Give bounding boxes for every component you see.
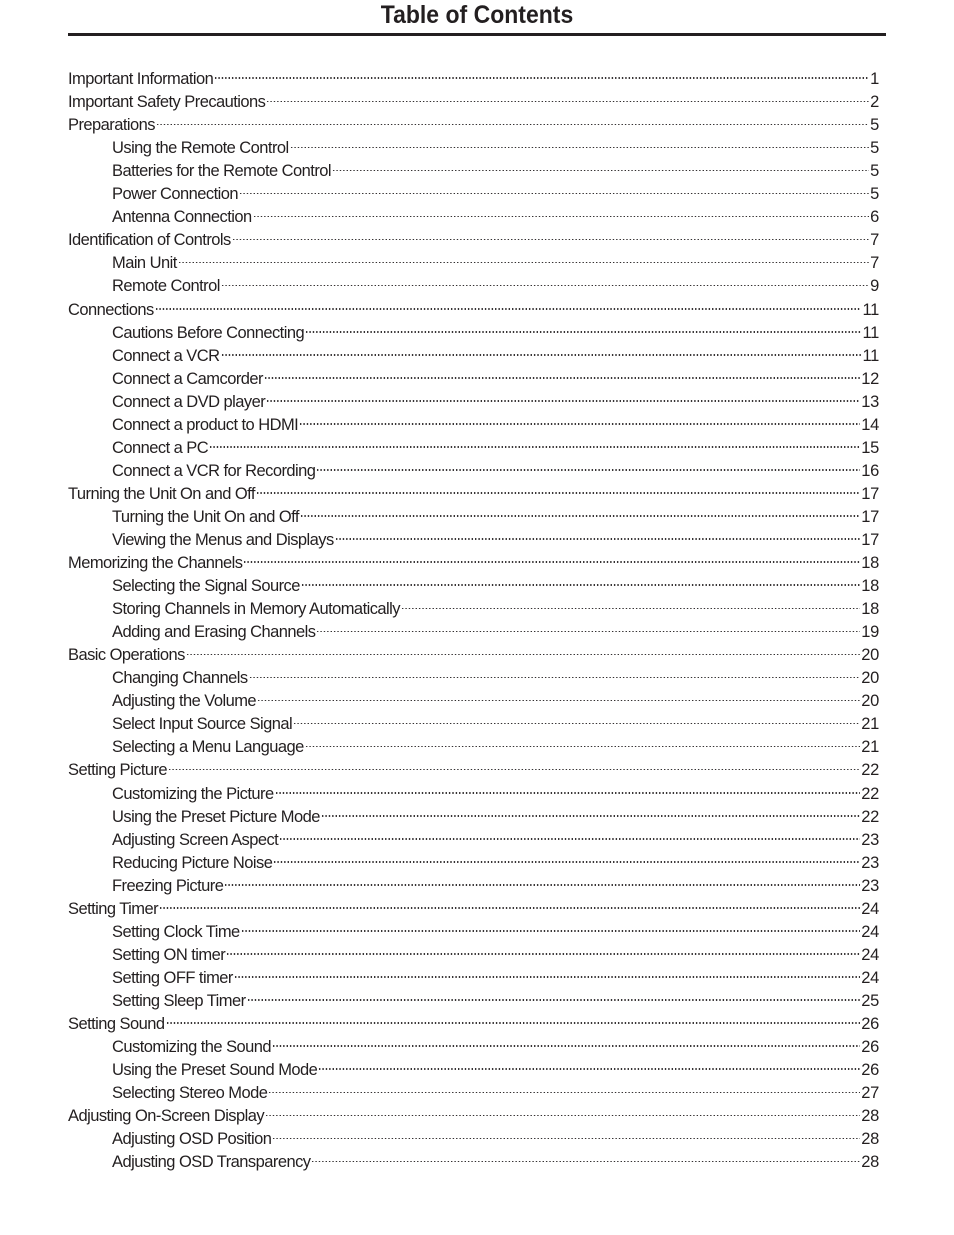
toc-entry-label: Selecting Stereo Mode [112,1084,268,1103]
dot-leader [209,430,860,453]
dot-leader [253,199,869,222]
toc-entry-label: Adding and Erasing Channels [112,623,316,642]
toc-page-number: 9 [870,277,879,296]
dot-leader [239,176,869,199]
dot-leader [316,453,860,476]
toc-page-number: 19 [861,623,879,642]
toc-page-number: 24 [861,922,879,941]
toc-page-number: 14 [861,415,879,434]
toc-page-number: 24 [861,968,879,987]
toc-entry-label: Turning the Unit On and Off [68,484,255,503]
toc-entry[interactable] [68,752,879,780]
dot-leader [224,868,860,891]
toc-entry-label: Storing Channels in Memory Automatically [112,600,400,619]
toc-page-number: 18 [861,577,879,596]
toc-entry-label: Setting Picture [68,761,168,780]
toc-entry-label: Adjusting OSD Position [112,1130,272,1149]
dot-leader [159,891,860,914]
toc-page-number: 22 [861,807,879,826]
toc-page-number: 21 [861,738,879,757]
toc-entry-label: Important Information [68,70,214,89]
toc-entry-label: Customizing the Sound [112,1038,272,1057]
toc-page-number: 27 [861,1084,879,1103]
dot-leader [186,637,860,660]
toc-page-number: 5 [870,162,879,181]
toc-subentry[interactable] [68,245,879,273]
toc-page-number: 11 [862,323,879,342]
dot-leader [401,591,860,614]
dot-leader [243,545,860,568]
toc-page-number: 7 [870,254,879,273]
dot-leader [257,683,860,706]
toc-entry-label: Using the Remote Control [112,139,289,158]
toc-entry-label: Adjusting On-Screen Display [68,1107,265,1126]
toc-entry-label: Reducing Picture Noise [112,853,273,872]
dot-leader [279,822,860,845]
toc-entry[interactable] [68,107,879,135]
toc-page-number: 11 [862,346,879,365]
toc-entry-label: Select Input Source Signal [112,715,293,734]
toc-page-number: 7 [870,231,879,250]
dot-leader [305,315,861,338]
toc-entry-label: Connect a VCR for Recording [112,461,316,480]
toc-entry-label: Connect a product to HDMI [112,415,299,434]
toc-entry-label: Changing Channels [112,669,248,688]
toc-entry-label: Memorizing the Channels [68,554,243,573]
toc-entry-label: Connect a PC [112,438,209,457]
toc-subentry[interactable] [68,914,879,941]
dot-leader [232,222,869,245]
dot-leader [264,361,860,384]
toc-page-number: 17 [861,507,879,526]
dot-leader [247,983,861,1006]
toc-page-number: 15 [861,438,879,457]
dot-leader [249,660,861,683]
toc-page-number: 6 [870,208,879,227]
toc-list [68,61,879,1172]
toc-page-number: 5 [870,185,879,204]
dot-leader [275,775,861,798]
toc-page-number: 25 [861,991,879,1010]
toc-subentry[interactable] [68,660,879,688]
toc-page-number: 5 [870,139,879,158]
toc-subentry[interactable] [68,1029,879,1057]
dot-leader [168,752,860,775]
toc-entry-label: Main Unit [112,254,177,273]
toc-page-number: 28 [861,1107,879,1126]
toc-page-number: 1 [870,70,879,89]
dot-leader [272,1121,860,1144]
toc-page-number: 17 [861,484,879,503]
toc-entry-label: Customizing the Picture [112,784,274,803]
toc-page-number: 20 [861,669,879,688]
toc-entry-label: Adjusting Screen Aspect [112,830,279,849]
toc-page-number: 2 [870,93,879,112]
toc-page-number: 21 [861,715,879,734]
page-title: Table of Contents [380,1,574,29]
toc-page-number: 18 [861,600,879,619]
dot-leader [268,1075,860,1098]
toc-entry-label: Important Safety Precautions [68,93,266,112]
toc-page-number: 17 [861,530,879,549]
dot-leader [214,61,869,84]
toc-page-number: 20 [861,692,879,711]
dot-leader [221,268,869,291]
toc-entry-label: Preparations [68,116,155,135]
dot-leader [273,845,860,868]
toc-entry-label: Freezing Picture [112,876,224,895]
toc-page-number: 26 [861,1014,879,1033]
toc-entry-label: Antenna Connection [112,208,252,227]
toc-entry-label: Connect a VCR [112,346,220,365]
toc-entry[interactable] [68,637,879,665]
dot-leader [301,568,860,591]
dot-leader [256,476,860,499]
toc-entry-label: Using the Preset Picture Mode [112,807,320,826]
toc-entry-label: Selecting the Signal Source [112,577,300,596]
toc-entry-label: Selecting a Menu Language [112,738,304,757]
dot-leader [266,84,869,107]
toc-page-number: 18 [861,554,879,573]
toc-page-number: 23 [861,876,879,895]
toc-subentry[interactable] [68,775,879,803]
toc-entry-label: Setting Clock Time [112,922,240,941]
dot-leader [318,1052,860,1075]
dot-leader [290,130,869,153]
toc-entry-label: Connect a Camcorder [112,369,263,388]
toc-entry-label: Cautions Before Connecting [112,323,305,342]
dot-leader [178,245,869,268]
toc-page-number: 26 [861,1061,879,1080]
toc-entry-label: Adjusting the Volume [112,692,257,711]
toc-subentry[interactable] [68,268,879,296]
toc-entry[interactable] [68,1006,879,1033]
dot-leader [321,799,860,822]
dot-leader [311,1144,860,1167]
toc-page-number: 23 [861,830,879,849]
dot-leader [226,937,860,960]
toc-entry-label: Setting ON timer [112,945,226,964]
dot-leader [332,153,869,176]
toc-page-number: 28 [861,1130,879,1149]
toc-page-number: 12 [861,369,879,388]
toc-page-number: 11 [862,300,879,319]
dot-leader [293,706,860,729]
toc-entry-label: Connect a DVD player [112,392,266,411]
toc-page-number: 16 [861,461,879,480]
toc-entry-label: Setting Sleep Timer [112,991,246,1010]
toc-entry-label: Power Connection [112,185,239,204]
dot-leader [155,291,862,314]
toc-entry[interactable] [68,61,879,89]
toc-page-number: 13 [861,392,879,411]
dot-leader [265,1098,860,1121]
dot-leader [266,384,860,407]
toc-page-number: 28 [861,1153,879,1172]
toc-page-number: 24 [861,945,879,964]
toc-entry-label: Identification of Controls [68,231,231,250]
toc-entry-label: Setting OFF timer [112,968,233,987]
toc-entry-label: Adjusting OSD Transparency [112,1153,311,1172]
dot-leader [272,1029,860,1052]
dot-leader [335,522,861,545]
toc-subentry[interactable] [68,315,879,342]
toc-entry[interactable] [68,891,879,918]
dot-leader [234,960,860,983]
dot-leader [156,107,869,130]
dot-leader [166,1006,861,1029]
toc-page-number: 26 [861,1038,879,1057]
dot-leader [299,407,860,430]
toc-page-number: 22 [861,761,879,780]
toc-entry-label: Viewing the Menus and Displays [112,530,334,549]
toc-subentry[interactable] [68,130,879,158]
dot-leader [300,499,860,522]
dot-leader [241,914,861,937]
toc-page-number: 24 [861,899,879,918]
toc-entry-label: Connections [68,300,154,319]
dot-leader [221,338,862,361]
toc-entry-label: Using the Preset Sound Mode [112,1061,318,1080]
toc-entry-label: Remote Control [112,277,220,296]
title-divider [68,33,886,36]
toc-entry[interactable] [68,291,879,319]
toc-page-number: 22 [861,784,879,803]
toc-entry-label: Basic Operations [68,646,185,665]
dot-leader [316,614,860,637]
toc-page-number: 20 [861,646,879,665]
toc-entry-label: Setting Timer [68,899,159,918]
toc-entry-label: Setting Sound [68,1014,165,1033]
dot-leader [305,729,860,752]
toc-entry-label: Turning the Unit On and Off [112,507,299,526]
toc-page-number: 23 [861,853,879,872]
toc-entry-label: Batteries for the Remote Control [112,162,332,181]
toc-page-number: 5 [870,116,879,135]
